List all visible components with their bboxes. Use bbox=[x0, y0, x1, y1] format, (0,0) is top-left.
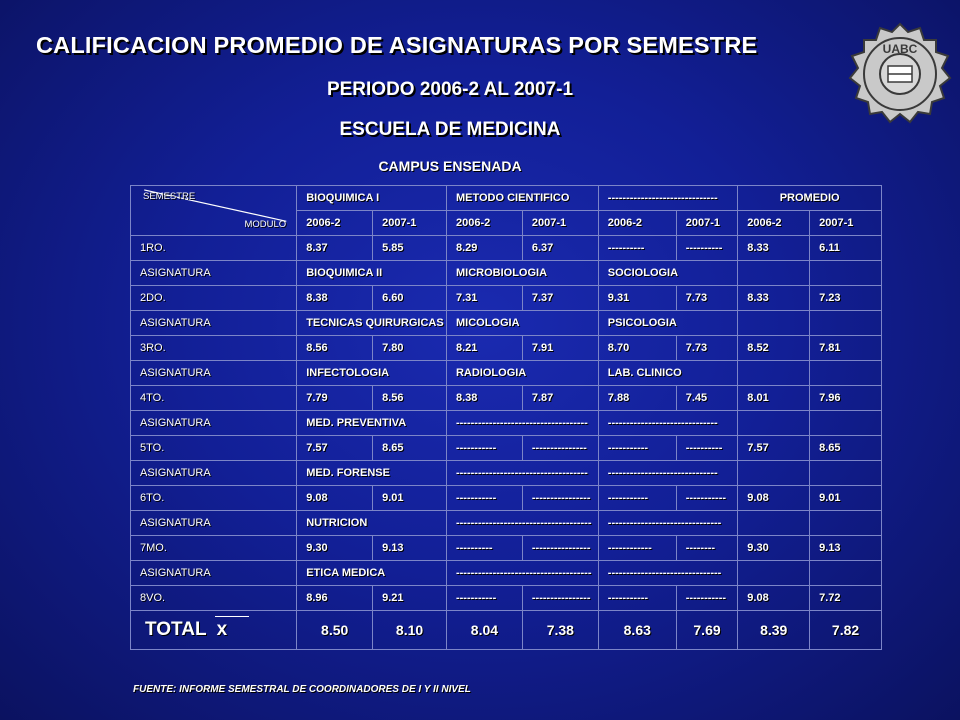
grade-cell: 9.08 bbox=[738, 486, 810, 511]
grade-cell: ----------- bbox=[598, 436, 676, 461]
grade-cell: -------- bbox=[676, 536, 738, 561]
grade-cell: 5.85 bbox=[373, 236, 447, 261]
semester-row bbox=[131, 586, 882, 611]
grade-cell: 7.73 bbox=[676, 286, 738, 311]
grade-cell: ---------- bbox=[598, 236, 676, 261]
subject-row bbox=[131, 411, 882, 436]
subject-name-cell: SOCIOLOGIA bbox=[598, 261, 738, 286]
grade-cell: 7.91 bbox=[522, 336, 598, 361]
university-seal-icon bbox=[848, 22, 952, 126]
grade-cell: 8.96 bbox=[297, 586, 373, 611]
grade-cell: 7.88 bbox=[598, 386, 676, 411]
grade-cell: 9.31 bbox=[598, 286, 676, 311]
subject-name-cell: ------------------------------- bbox=[598, 561, 738, 586]
promedio-header: PROMEDIO bbox=[738, 186, 882, 211]
subject-row bbox=[131, 361, 882, 386]
semester-label: 8VO. bbox=[131, 586, 297, 611]
grade-cell: 8.56 bbox=[297, 336, 373, 361]
grade-cell: 8.65 bbox=[810, 436, 882, 461]
campus-subtitle: CAMPUS ENSENADA bbox=[378, 158, 522, 174]
subject-row bbox=[131, 461, 882, 486]
empty-cell bbox=[738, 311, 810, 336]
subject-row-label: ASIGNATURA bbox=[131, 511, 297, 536]
grade-cell: 8.38 bbox=[446, 386, 522, 411]
period-header: 2006-2 bbox=[738, 211, 810, 236]
grade-cell: 9.21 bbox=[373, 586, 447, 611]
grade-cell: --------------- bbox=[522, 436, 598, 461]
grade-cell: 7.87 bbox=[522, 386, 598, 411]
empty-cell bbox=[738, 411, 810, 436]
total-value: 8.50 bbox=[297, 611, 373, 650]
semester-row bbox=[131, 236, 882, 261]
grade-cell: 8.52 bbox=[738, 336, 810, 361]
grade-cell: ----------- bbox=[676, 486, 738, 511]
semester-label: 3RO. bbox=[131, 336, 297, 361]
grade-cell: 7.73 bbox=[676, 336, 738, 361]
subject-row bbox=[131, 561, 882, 586]
subject-name-cell: BIOQUIMICA II bbox=[297, 261, 447, 286]
grade-cell: 7.96 bbox=[810, 386, 882, 411]
period-header: 2006-2 bbox=[297, 211, 373, 236]
subject-row bbox=[131, 261, 882, 286]
grade-cell: 7.45 bbox=[676, 386, 738, 411]
grade-cell: 6.60 bbox=[373, 286, 447, 311]
period-header: 2007-1 bbox=[522, 211, 598, 236]
semester-row bbox=[131, 436, 882, 461]
subject-name-cell: RADIOLOGIA bbox=[446, 361, 598, 386]
grade-cell: 8.21 bbox=[446, 336, 522, 361]
subject-header: METODO CIENTIFICO bbox=[446, 186, 598, 211]
grade-cell: ---------- bbox=[676, 436, 738, 461]
grade-cell: 8.65 bbox=[373, 436, 447, 461]
grade-cell: 8.70 bbox=[598, 336, 676, 361]
source-note: FUENTE: INFORME SEMESTRAL DE COORDINADORES DE I Y II NIVEL bbox=[133, 684, 471, 695]
grade-cell: ---------------- bbox=[522, 486, 598, 511]
semester-label: 2DO. bbox=[131, 286, 297, 311]
grade-cell: 7.79 bbox=[297, 386, 373, 411]
subject-name-cell: ------------------------------ bbox=[598, 411, 738, 436]
empty-cell bbox=[738, 461, 810, 486]
empty-cell bbox=[810, 361, 882, 386]
period-subtitle: PERIODO 2006-2 AL 2007-1 bbox=[326, 79, 574, 100]
empty-cell bbox=[810, 311, 882, 336]
empty-cell bbox=[810, 561, 882, 586]
grade-cell: 8.37 bbox=[297, 236, 373, 261]
corner-label-semester: SEMESTRE bbox=[143, 191, 196, 202]
empty-cell bbox=[738, 561, 810, 586]
grade-cell: 7.57 bbox=[297, 436, 373, 461]
subject-name-cell: LAB. CLINICO bbox=[598, 361, 738, 386]
empty-cell bbox=[810, 261, 882, 286]
grade-cell: ---------- bbox=[676, 236, 738, 261]
grade-cell: 9.01 bbox=[810, 486, 882, 511]
semester-label: 1RO. bbox=[131, 236, 297, 261]
total-value: 8.10 bbox=[373, 611, 447, 650]
subject-name-cell: ------------------------------------ bbox=[446, 461, 598, 486]
grade-cell: ---------- bbox=[446, 536, 522, 561]
grade-cell: 8.29 bbox=[446, 236, 522, 261]
period-header: 2007-1 bbox=[810, 211, 882, 236]
total-value: 8.63 bbox=[598, 611, 676, 650]
total-value: 7.38 bbox=[522, 611, 598, 650]
grade-cell: 8.56 bbox=[373, 386, 447, 411]
total-value: 7.82 bbox=[810, 611, 882, 650]
subject-name-cell: MED. FORENSE bbox=[297, 461, 447, 486]
grade-cell: 7.72 bbox=[810, 586, 882, 611]
grade-cell: 9.13 bbox=[810, 536, 882, 561]
grades-table bbox=[130, 185, 882, 650]
grade-cell: ---------------- bbox=[522, 536, 598, 561]
semester-row bbox=[131, 486, 882, 511]
grade-cell: ----------- bbox=[676, 586, 738, 611]
grade-cell: 8.01 bbox=[738, 386, 810, 411]
subject-name-cell: ------------------------------------- bbox=[446, 561, 598, 586]
grade-cell: ----------- bbox=[446, 436, 522, 461]
grade-cell: 7.80 bbox=[373, 336, 447, 361]
subject-name-cell: PSICOLOGIA bbox=[598, 311, 738, 336]
semester-row bbox=[131, 286, 882, 311]
total-label-cell bbox=[131, 611, 297, 650]
grade-cell: ----------- bbox=[446, 586, 522, 611]
header-row bbox=[131, 186, 882, 211]
seal-text: UABC bbox=[882, 42, 918, 56]
corner-header-cell bbox=[131, 186, 297, 236]
subject-row-label: ASIGNATURA bbox=[131, 411, 297, 436]
subject-header: ------------------------------ bbox=[598, 186, 738, 211]
grade-cell: 8.38 bbox=[297, 286, 373, 311]
page-title: CALIFICACION PROMEDIO DE ASIGNATURAS POR SEMESTRE bbox=[36, 32, 758, 58]
total-label: TOTAL bbox=[145, 619, 207, 640]
empty-cell bbox=[738, 261, 810, 286]
mean-symbol: x bbox=[216, 619, 228, 640]
total-value: 8.39 bbox=[738, 611, 810, 650]
total-row bbox=[131, 611, 882, 650]
subject-name-cell: INFECTOLOGIA bbox=[297, 361, 447, 386]
subject-row-label: ASIGNATURA bbox=[131, 461, 297, 486]
empty-cell bbox=[738, 511, 810, 536]
subject-name-cell: MED. PREVENTIVA bbox=[297, 411, 447, 436]
subject-row-label: ASIGNATURA bbox=[131, 261, 297, 286]
total-value: 8.04 bbox=[446, 611, 522, 650]
school-subtitle: ESCUELA DE MEDICINA bbox=[339, 119, 561, 140]
subject-name-cell: NUTRICION bbox=[297, 511, 447, 536]
subject-name-cell: ETICA MEDICA bbox=[297, 561, 447, 586]
subject-row bbox=[131, 311, 882, 336]
total-value: 7.69 bbox=[676, 611, 738, 650]
grade-cell: ----------- bbox=[598, 486, 676, 511]
grade-cell: 6.11 bbox=[810, 236, 882, 261]
semester-label: 6TO. bbox=[131, 486, 297, 511]
semester-row bbox=[131, 386, 882, 411]
empty-cell bbox=[810, 461, 882, 486]
grade-cell: 7.81 bbox=[810, 336, 882, 361]
grade-cell: ---------------- bbox=[522, 586, 598, 611]
grade-cell: 9.08 bbox=[738, 586, 810, 611]
semester-row bbox=[131, 536, 882, 561]
semester-label: 4TO. bbox=[131, 386, 297, 411]
empty-cell bbox=[738, 361, 810, 386]
subject-header: BIOQUIMICA I bbox=[297, 186, 447, 211]
grade-cell: 9.13 bbox=[373, 536, 447, 561]
subject-name-cell: ------------------------------- bbox=[598, 511, 738, 536]
grade-cell: 7.57 bbox=[738, 436, 810, 461]
subject-name-cell: MICROBIOLOGIA bbox=[446, 261, 598, 286]
grade-cell: 9.01 bbox=[373, 486, 447, 511]
grade-cell: 8.33 bbox=[738, 236, 810, 261]
grade-cell: 9.30 bbox=[738, 536, 810, 561]
grade-cell: 7.23 bbox=[810, 286, 882, 311]
empty-cell bbox=[810, 511, 882, 536]
semester-label: 5TO. bbox=[131, 436, 297, 461]
period-header: 2007-1 bbox=[373, 211, 447, 236]
period-header: 2006-2 bbox=[598, 211, 676, 236]
grade-cell: 8.33 bbox=[738, 286, 810, 311]
grade-cell: ----------- bbox=[598, 586, 676, 611]
grade-cell: 7.31 bbox=[446, 286, 522, 311]
subject-row-label: ASIGNATURA bbox=[131, 361, 297, 386]
grade-cell: 7.37 bbox=[522, 286, 598, 311]
grade-cell: ----------- bbox=[446, 486, 522, 511]
period-header: 2007-1 bbox=[676, 211, 738, 236]
grade-cell: 9.30 bbox=[297, 536, 373, 561]
subject-row-label: ASIGNATURA bbox=[131, 561, 297, 586]
subject-name-cell: ------------------------------------- bbox=[446, 511, 598, 536]
period-header: 2006-2 bbox=[446, 211, 522, 236]
semester-label: 7MO. bbox=[131, 536, 297, 561]
subject-name-cell: ------------------------------------ bbox=[446, 411, 598, 436]
grade-cell: ------------ bbox=[598, 536, 676, 561]
subject-name-cell: ------------------------------ bbox=[598, 461, 738, 486]
grade-cell: 9.08 bbox=[297, 486, 373, 511]
corner-label-module: MODULO bbox=[244, 219, 287, 230]
subject-row-label: ASIGNATURA bbox=[131, 311, 297, 336]
grade-cell: 6.37 bbox=[522, 236, 598, 261]
semester-row bbox=[131, 336, 882, 361]
subject-name-cell: MICOLOGIA bbox=[446, 311, 598, 336]
empty-cell bbox=[810, 411, 882, 436]
subject-row bbox=[131, 511, 882, 536]
subject-name-cell: TECNICAS QUIRURGICAS bbox=[297, 311, 447, 336]
